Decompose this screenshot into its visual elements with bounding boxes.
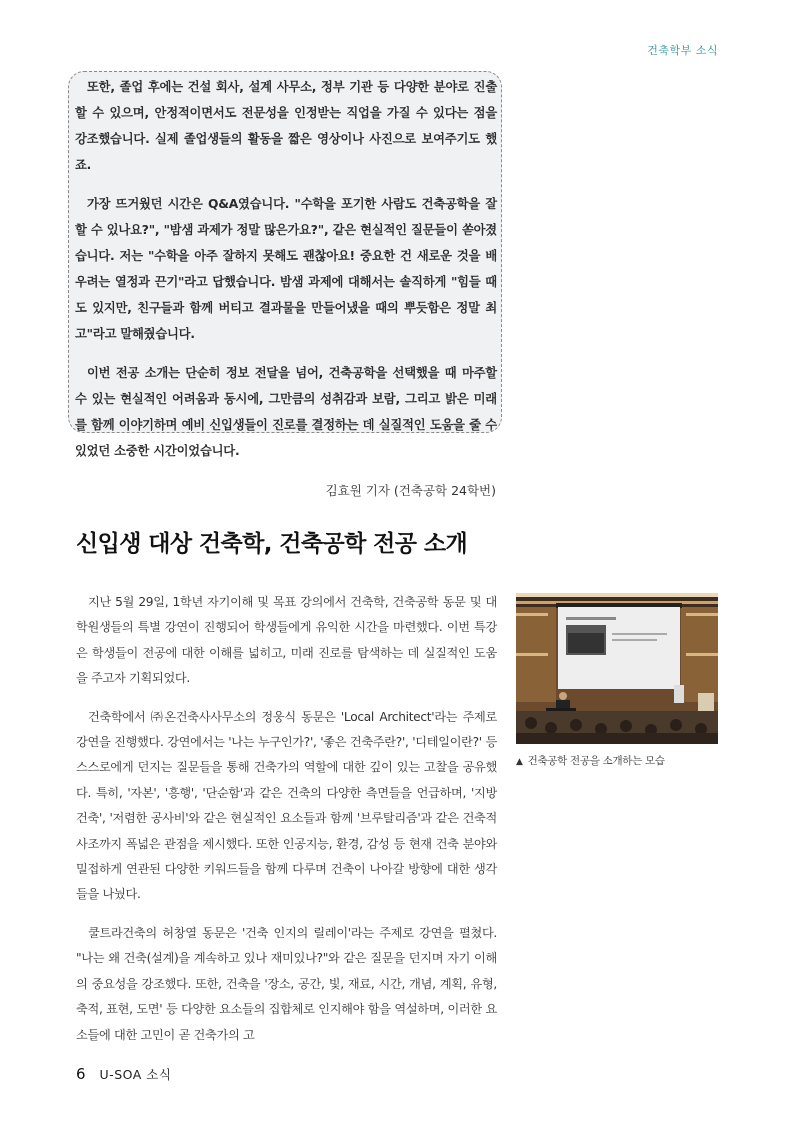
byline: 김효원 기자 (건축공학 24학번) [325, 483, 496, 498]
box-paragraph: 또한, 졸업 후에는 건설 회사, 설계 사무소, 정부 기관 등 다양한 분야로 진출할 수 있으며, 안정적이면서도 전문성을 인정받는 직업을 가질 수 있다는 점을 강조했습니다. 실제 졸업생들의 활동을 짧은 영상이나 사진으로 보여주기도 했죠. [75, 80, 497, 172]
highlight-box [68, 71, 502, 458]
article-title: 신입생 대상 건축학, 건축공학 전공 소개 [76, 531, 468, 557]
caption-text: 건축공학 전공을 소개하는 모습 [527, 755, 665, 767]
publication-name: U-SOA 소식 [99, 1067, 172, 1082]
box-paragraph: 가장 뜨거웠던 시간은 Q&A였습니다. "수학을 포기한 사람도 건축공학을 잘할 수 있나요?", "밤샘 과제가 정말 많은가요?", 같은 현실적인 질문들이 쏟아졌습니다. 저는 "수학을 아주 잘하지 못해도 괜찮아요! 중요한 건 새로운 것을 배우려는 열정과 끈기"라고 답했습니다. 밤샘 과제에 대해서는 솔직하게 "힘들 때도 있지만, 친구들과 함께 버티고 결과물을 만들어냈을 때의 뿌듯함은 정말 최고"라고 말해줬습니다. [75, 197, 497, 341]
section-tag: 건축학부 소식 [647, 44, 718, 57]
photo-caption [516, 753, 726, 768]
lecture-photo [516, 593, 718, 744]
article-paragraph: 지난 5월 29일, 1학년 자기이해 및 목표 강의에서 건축학, 건축공학 동문 및 대학원생들의 특별 강연이 진행되어 학생들에게 유익한 시간을 마련했다. 이번 특강은 학생들이 전공에 대한 이해를 넓히고, 미래 진로를 탐색하는 데 실질적인 도움을 주고자 기획되었다. [76, 595, 497, 686]
article-body [76, 590, 497, 1061]
triangle-up-icon: ▲ [516, 757, 523, 767]
box-paragraph: 이번 전공 소개는 단순히 정보 전달을 넘어, 건축공학을 선택했을 때 마주할 수 있는 현실적인 어려움과 동시에, 그만큼의 성취감과 보람, 그리고 밝은 미래를 함께 이야기하며 예비 신입생들이 진로를 결정하는 데 실질적인 도움을 줄 수 있었던 소중한 시간이었습니다. [75, 366, 497, 458]
article-paragraph: 쿨트라건축의 허창열 동문은 '건축 인지의 릴레이'라는 주제로 강연을 펼쳤다. "나는 왜 건축(설계)을 계속하고 있나 재미있나?"와 같은 질문을 던지며 자기 이해의 중요성을 강조했다. 또한, 건축을 '장소, 공간, 빛, 재료, 시간, 개념, 계획, 유형, 축적, 표현, 도면' 등 다양한 요소들의 집합체로 인지해야 함을 역설하며, 이러한 요소들에 대한 고민이 곧 건축가의 고 [76, 925, 497, 1042]
article-paragraph: 건축학에서 ㈜온건축사사무소의 정웅식 동문은 'Local Architect'라는 주제로 강연을 진행했다. 강연에서는 '나는 누구인가?', '좋은 건축주란?', '디테일이란?' 등 스스로에게 던지는 질문들을 통해 건축가의 역할에 대한 깊이 있는 고찰을 공유했다. 특히, '자본', '흥행', '단순함'과 같은 건축의 다양한 측면들을 언급하며, '지방 건축', '저렴한 공사비'와 같은 현실적인 요소들과 함께 '브루탈리즘'과 같은 건축적 사조까지 폭넓은 관점을 제시했다. 또한 인공지능, 환경, 감성 등 현재 건축 분야와 밀접하게 연관된 다양한 키워드들을 함께 다루며 건축이 나아갈 방향에 대한 생각들을 나눴다. [76, 709, 497, 902]
page-footer [76, 1065, 171, 1083]
page-number: 6 [76, 1065, 86, 1083]
